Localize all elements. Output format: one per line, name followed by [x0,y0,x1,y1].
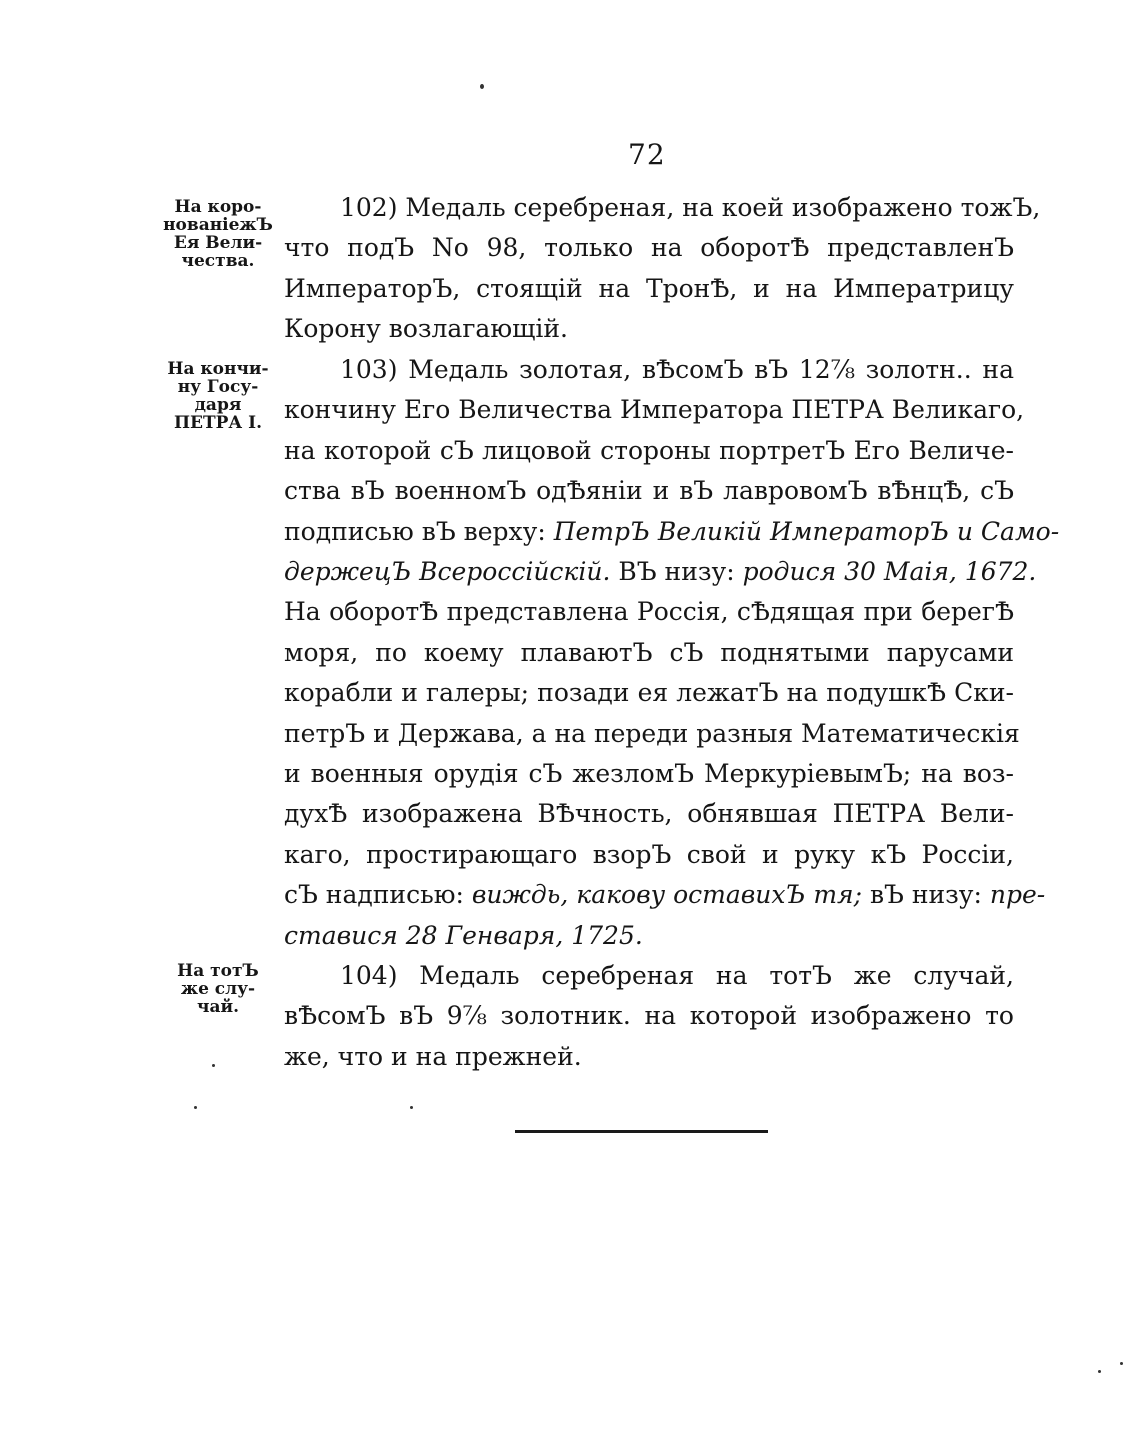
text-line: 102) Медаль серебреная, на коей изображено тожЪ, [340,193,1041,222]
margin-note-same-occasion [162,962,274,1016]
italic-inscription: держецЪ Всероссійскій. [284,557,611,587]
ink-speck [212,1064,215,1067]
text-line: духѢ изображена ВѢчность, обнявшая ПЕТРА Вели- [284,799,1014,829]
text-line: ИмператорЪ, стоящій на ТронѢ, и на Императрицу [284,273,1014,303]
italic-inscription: виждь, какову оставихЪ тя; [471,880,862,910]
italic-inscription: родися 30 Маія, 1672. [742,557,1037,587]
text-line [284,552,1037,592]
italic-inscription: пре- [989,880,1046,910]
text-line: кончину Его Величества Императора ПЕТРА Великаго, [284,395,1025,425]
margin-note-death-of-peter [162,360,274,432]
text-line: Корону возлагающій. [284,314,568,344]
text-line: же, что и на прежней. [284,1041,582,1071]
text-line: каго, простирающаго взорЪ свой и руку кЪ Россіи, [284,839,1014,869]
italic-inscription: ПетрЪ Великій ИмператорЪ и Само- [553,516,1060,546]
text-segment: ВЪ низу: [618,557,735,587]
margin-note-line: нованіежЪ [163,215,273,235]
ink-speck [1120,1362,1123,1365]
margin-note-line: ну Госу- [177,377,259,397]
text-line: вѢсомЪ вЪ 9⅞ золотник. на которой изображено то [284,1001,1014,1031]
ink-speck [410,1106,413,1109]
text-segment: вЪ низу: [869,880,982,910]
margin-note-line: ПЕТРА I. [173,413,263,433]
text-line: На оборотѢ представлена Россія, сѢдящая при берегѢ [284,597,1014,627]
margin-note-line: чай. [197,997,239,1017]
text-line: моря, по коему плаваютЪ сЪ поднятыми парусами [284,637,1014,667]
text-line: что подЪ No 98, только на оборотѢ представленЪ [284,233,1014,263]
entry-103 [284,350,1060,956]
text-segment: сЪ надписью: [284,880,464,910]
text-line: 103) Медаль золотая, вѢсомЪ вЪ 12⅞ золотн.. на [340,355,1014,384]
margin-note-line: даря [194,395,242,415]
text-line: ства вЪ военномЪ одѢяніи и вЪ лавровомЪ вѢнцѢ, сЪ [284,476,1014,506]
entry-104 [284,956,1014,1077]
entry-102 [284,188,1041,350]
ink-speck [194,1106,197,1109]
text-segment: подписью вЪ верху: [284,516,546,546]
text-line: 104) Медаль серебреная на тотЪ же случай, [340,961,1014,990]
text-line: и военныя орудія сЪ жезломЪ МеркуріевымЪ; на воз- [284,759,1014,789]
margin-note-coronation [162,198,274,270]
margin-note-line: чества. [181,251,255,271]
text-line [284,512,1060,552]
margin-note-line: На кончи- [167,359,269,379]
ink-speck [1098,1370,1101,1373]
margin-note-line: Ея Вели- [173,233,263,253]
text-line: корабли и галеры; позади ея лежатЪ на подушкѢ Ски- [284,678,1014,708]
margin-note-line: же слу- [180,979,256,999]
ink-speck [480,84,484,89]
margin-note-line: На тотЪ [177,961,259,981]
page-number: 72 [628,138,666,171]
text-line: петрЪ и Держава, а на переди разныя Математическія [284,718,1020,748]
section-divider-rule [515,1130,768,1133]
text-line: на которой сЪ лицовой стороны портретЪ Его Величе- [284,435,1014,465]
margin-note-line: На коро- [174,197,262,217]
text-line [284,875,1046,915]
text-line: ставися 28 Генваря, 1725. [284,920,643,950]
